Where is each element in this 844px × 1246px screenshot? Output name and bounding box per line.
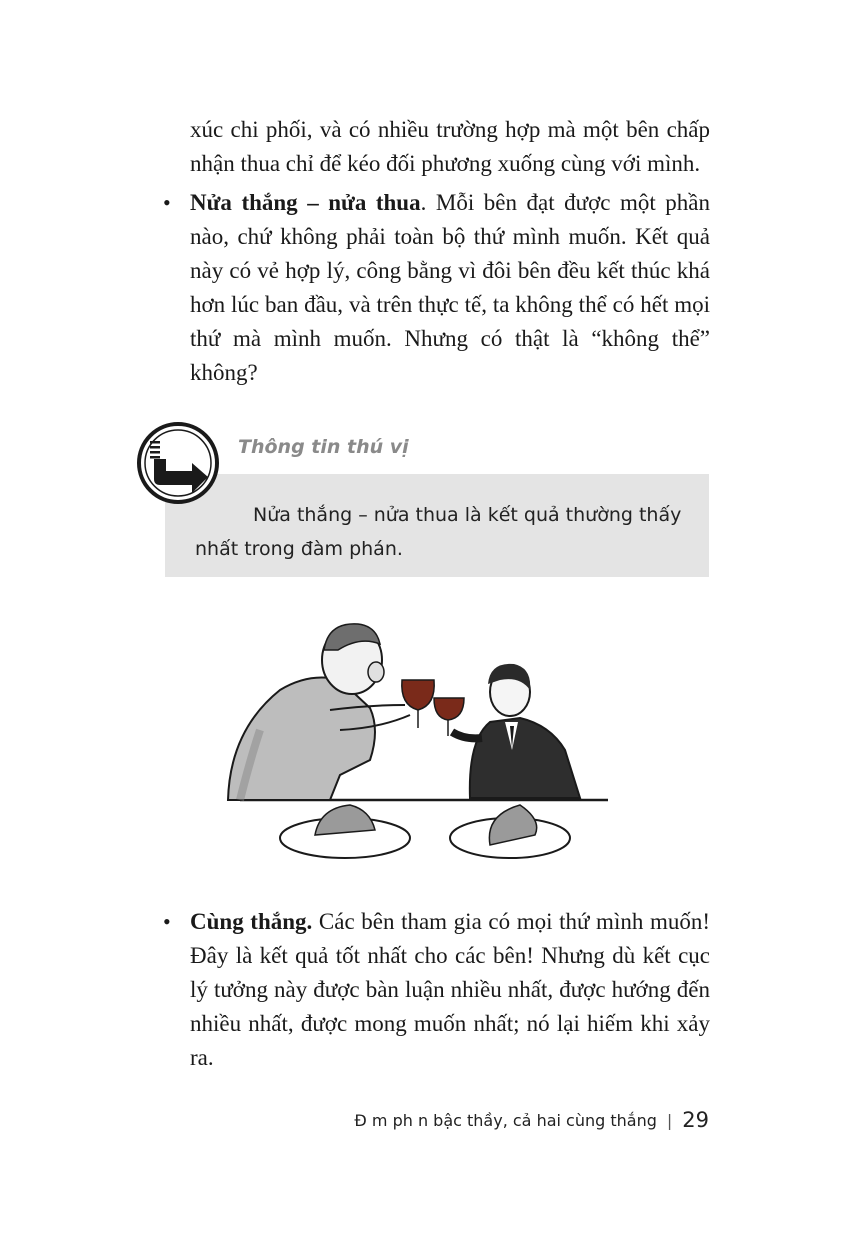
bullet-win-win [190, 905, 710, 1075]
paragraph-continuation: xúc chi phối, và có nhiều trường hợp mà một bên chấp nhận thua chỉ để kéo đối phương xuống cùng với mình. [190, 117, 710, 176]
two-men-toasting-wine-illustration [220, 610, 610, 878]
bullet-body: . Mỗi bên đạt được một phần nào, chứ không phải toàn bộ thứ mình muốn. Kết quả này có vẻ hợp lý, công bằng vì đôi bên đều kết thúc khá hơn lúc ban đầu, và trên thực tế, ta không thể có hết mọi thứ mà mình muốn. Nhưng có thật là “không thể” không? [190, 190, 710, 385]
bullet-marker: • [163, 190, 171, 215]
page-footer [354, 1108, 709, 1132]
callout-text: Nửa thắng – nửa thua là kết quả thường thấy nhất trong đàm phán. [195, 504, 682, 560]
page-number: 29 [682, 1108, 709, 1132]
bullet-marker: • [163, 909, 171, 934]
bullet-heading: Nửa thắng – nửa thua [190, 190, 421, 215]
running-title: Đ m ph n bậc thầy, cả hai cùng thắng [354, 1110, 657, 1130]
bullet-body: Các bên tham gia có mọi thứ mình muốn! Đây là kết quả tốt nhất cho các bên! Nhưng dù kết cục lý tưởng này được bàn luận nhiều nhất, được hướng đến nhiều nhất, được mong muốn nhất; nó lại hiếm khi xảy ra. [190, 909, 710, 1070]
bullet-half-win-half-lose [190, 186, 710, 390]
arrow-turn-right-icon [136, 421, 220, 505]
bullet-heading: Cùng thắng. [190, 909, 313, 934]
callout-title: Thông tin thú vị [238, 436, 409, 458]
footer-separator: | [666, 1110, 673, 1130]
